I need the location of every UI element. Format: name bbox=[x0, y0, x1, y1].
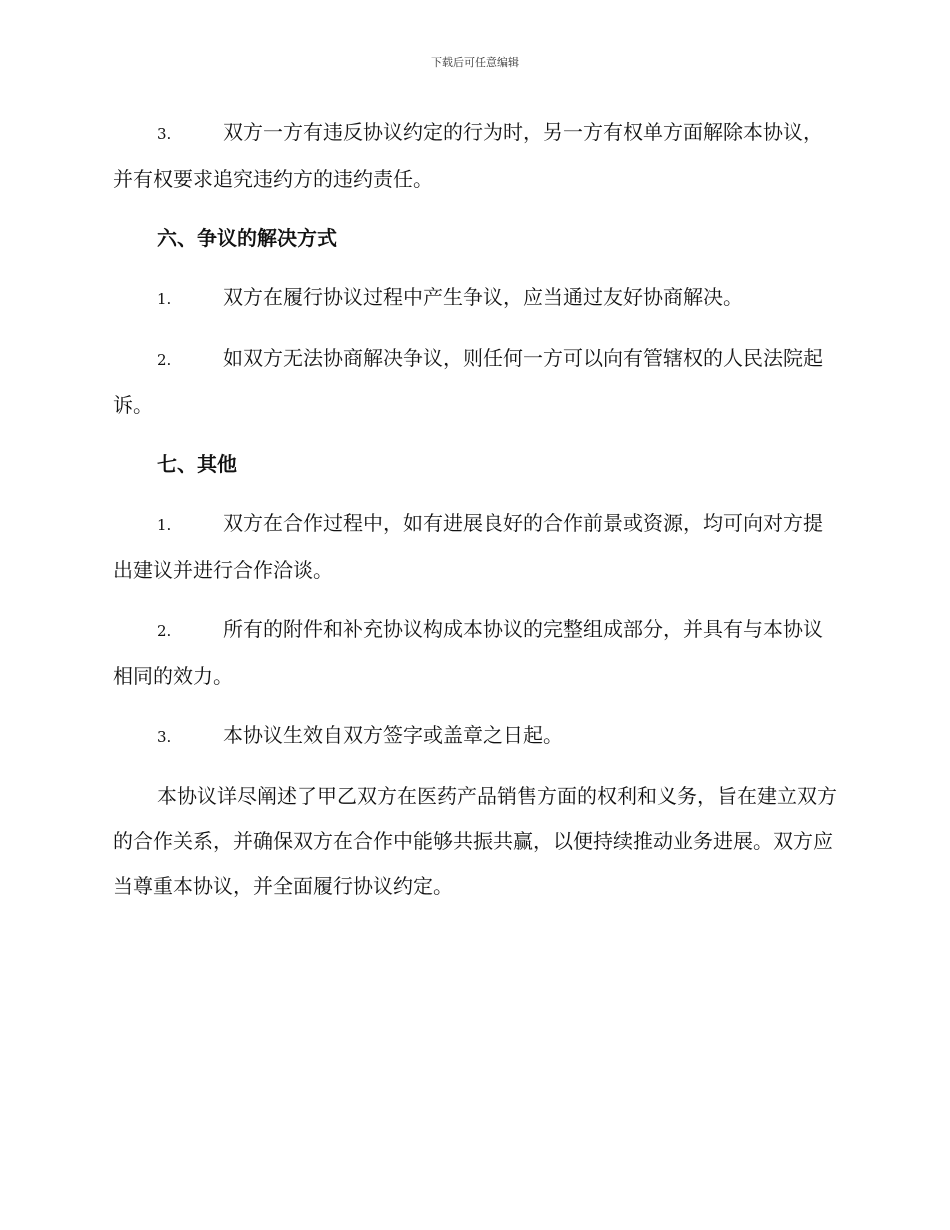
clause-7-2 bbox=[113, 607, 837, 699]
clause-text: 双方在合作过程中，如有进展良好的合作前景或资源，均可向对方提出建议并进行合作洽谈。 bbox=[113, 511, 823, 582]
clause-7-3 bbox=[113, 713, 837, 760]
clause-text: 双方在履行协议过程中产生争议，应当通过友好协商解决。 bbox=[223, 285, 743, 309]
clause-6-1 bbox=[113, 275, 837, 322]
clause-6-2 bbox=[113, 336, 837, 428]
clause-text: 所有的附件和补充协议构成本协议的完整组成部分，并具有与本协议相同的效力。 bbox=[113, 617, 823, 688]
clause-text: 本协议生效自双方签字或盖章之日起。 bbox=[223, 723, 563, 747]
page-header: 下载后可任意编辑 bbox=[431, 56, 519, 69]
closing-paragraph: 本协议详尽阐述了甲乙双方在医药产品销售方面的权利和义务，旨在建立双方的合作关系，并确保双方在合作中能够共振共赢，以便持续推动业务进展。双方应当尊重本协议，并全面履行协议约定。 bbox=[113, 784, 837, 898]
section-heading-dispute-resolution: 六、争议的解决方式 bbox=[157, 226, 337, 250]
clause-number: 3. bbox=[157, 125, 172, 143]
clause-text: 双方一方有违反协议约定的行为时，另一方有权单方面解除本协议，并有权要求追究违约方的违约责任。 bbox=[113, 120, 823, 191]
clause-number: 3. bbox=[157, 728, 172, 746]
clause-text: 如双方无法协商解决争议，则任何一方可以向有管辖权的人民法院起诉。 bbox=[113, 346, 823, 417]
section-heading-other: 七、其他 bbox=[157, 452, 237, 476]
clause-number: 1. bbox=[157, 516, 172, 534]
clause-5-3 bbox=[113, 110, 837, 202]
clause-number: 2. bbox=[157, 622, 172, 640]
document-body bbox=[113, 110, 837, 909]
clause-number: 2. bbox=[157, 351, 172, 369]
clause-7-1 bbox=[113, 501, 837, 593]
clause-number: 1. bbox=[157, 290, 172, 308]
